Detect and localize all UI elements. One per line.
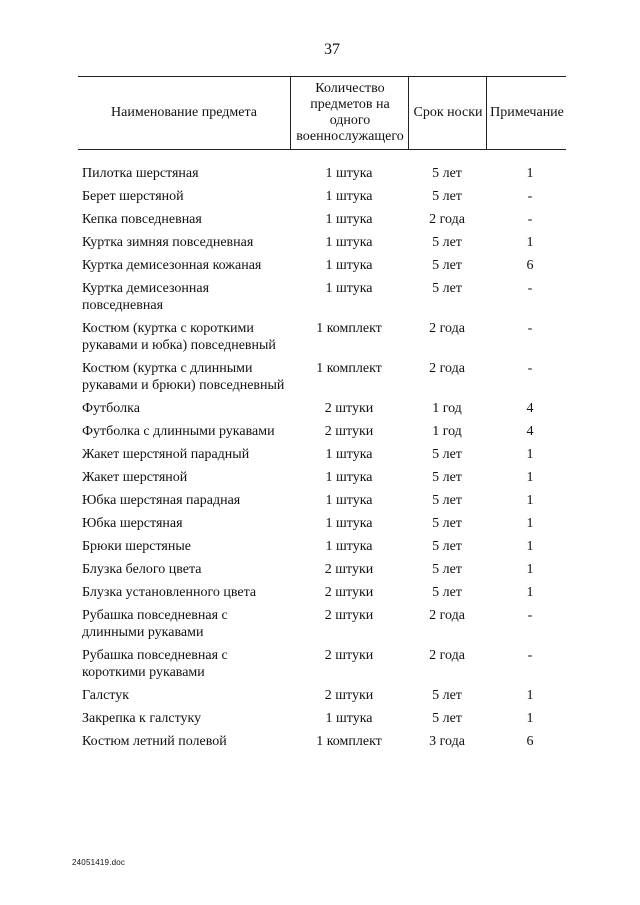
note-cell: 1 [526,493,534,508]
item-name-cell: Закрепка к галстуку [82,711,202,726]
quantity-cell: 1 штука [325,281,373,296]
quantity-cell: 1 комплект [316,734,382,749]
wear-term-cell: 5 лет [432,585,462,600]
quantity-cell: 1 штука [325,447,373,462]
quantity-cell: 1 штука [325,235,373,250]
quantity-cell: 1 комплект [316,321,382,336]
wear-term-cell: 1 год [432,424,462,439]
note-cell: 1 [526,516,534,531]
item-name-cell: Футболка с длинными рукавами [82,424,275,439]
table-row [78,710,566,727]
item-name-cell: Кепка повседневная [82,212,202,227]
wear-term-cell: 5 лет [432,539,462,554]
table-row [78,211,566,228]
table-row [78,257,566,274]
quantity-cell: 2 штуки [324,608,374,623]
note-cell: 1 [526,711,534,726]
note-cell: 6 [526,734,534,749]
note-cell: 1 [526,235,534,250]
page-number: 37 [324,41,340,58]
wear-term-cell: 5 лет [432,258,462,273]
note-cell: 1 [526,585,534,600]
table-row [78,469,566,486]
table-row [78,561,566,578]
header-note: Примечание [486,77,567,149]
item-name-cell: Берет шерстяной [82,189,184,204]
quantity-cell: 1 штука [325,539,373,554]
quantity-cell: 1 штука [325,212,373,227]
quantity-cell: 1 штука [325,470,373,485]
quantity-cell: 2 штуки [324,688,374,703]
wear-term-cell: 2 года [429,361,465,376]
quantity-cell: 2 штуки [324,562,374,577]
wear-term-cell: 5 лет [432,447,462,462]
table-row [78,446,566,463]
quantity-cell: 1 штука [325,493,373,508]
wear-term-cell: 5 лет [432,688,462,703]
table-body [78,165,566,756]
header-item-name: Наименование предмета [111,105,257,120]
quantity-cell: 2 штуки [324,424,374,439]
wear-term-cell: 5 лет [432,562,462,577]
wear-term-cell: 1 год [432,401,462,416]
table-row [78,647,566,681]
wear-term-cell: 5 лет [432,281,462,296]
header-quantity: Количество предметов на одного военнослужащего [290,77,409,149]
note-cell: 1 [526,470,534,485]
table-row [78,538,566,555]
table-header [78,76,566,150]
wear-term-cell: 5 лет [432,235,462,250]
table-row [78,165,566,182]
item-name-cell: Пилотка шерстяная [82,166,199,181]
wear-term-cell: 5 лет [432,470,462,485]
item-name-cell: Рубашка повседневная с длинными рукавами [82,608,228,640]
quantity-cell: 1 штука [325,189,373,204]
item-name-cell: Куртка демисезонная кожаная [82,258,262,273]
wear-term-cell: 5 лет [432,166,462,181]
item-name-cell: Брюки шерстяные [82,539,191,554]
header-wear-term: Срок носки [408,77,487,149]
quantity-cell: 2 штуки [324,401,374,416]
note-cell: - [527,648,533,663]
item-name-cell: Юбка шерстяная [82,516,183,531]
item-name-cell: Галстук [82,688,130,703]
wear-term-cell: 3 года [429,734,465,749]
file-name-footer: 24051419.doc [72,858,126,867]
item-name-cell: Жакет шерстяной [82,470,188,485]
quantity-cell: 1 штука [325,516,373,531]
note-cell: - [527,608,533,623]
quantity-cell: 1 штука [325,711,373,726]
item-name-cell: Костюм (куртка с короткими рукавами и юбка) повседневный [82,321,276,353]
note-cell: - [527,361,533,376]
quantity-cell: 2 штуки [324,648,374,663]
wear-term-cell: 5 лет [432,711,462,726]
quantity-cell: 1 комплект [316,361,382,376]
wear-term-cell: 5 лет [432,493,462,508]
item-name-cell: Куртка зимняя повседневная [82,235,254,250]
item-name-cell: Юбка шерстяная парадная [82,493,241,508]
table-row [78,280,566,314]
note-cell: 6 [526,258,534,273]
item-name-cell: Куртка демисезонная повседневная [82,281,210,313]
item-name-cell: Костюм (куртка с длинными рукавами и брюки) повседневный [82,361,285,393]
quantity-cell: 1 штука [325,166,373,181]
note-cell: 1 [526,539,534,554]
wear-term-cell: 5 лет [432,189,462,204]
note-cell: 1 [526,562,534,577]
table-row [78,188,566,205]
item-name-cell: Жакет шерстяной парадный [82,447,250,462]
item-name-cell: Рубашка повседневная с короткими рукавами [82,648,228,680]
item-name-cell: Костюм летний полевой [82,734,227,749]
quantity-cell: 1 штука [325,258,373,273]
table-row [78,423,566,440]
quantity-cell: 2 штуки [324,585,374,600]
note-cell: 1 [526,447,534,462]
table-row [78,607,566,641]
item-name-cell: Футболка [82,401,140,416]
note-cell: 1 [526,166,534,181]
note-cell: - [527,321,533,336]
note-cell: 4 [526,401,534,416]
wear-term-cell: 2 года [429,648,465,663]
items-table [78,76,566,749]
wear-term-cell: 2 года [429,608,465,623]
note-cell: 1 [526,688,534,703]
table-row [78,584,566,601]
table-row [78,360,566,394]
table-row [78,733,566,750]
item-name-cell: Блузка белого цвета [82,562,202,577]
note-cell: - [527,189,533,204]
note-cell: 4 [526,424,534,439]
table-row [78,400,566,417]
wear-term-cell: 2 года [429,321,465,336]
note-cell: - [527,281,533,296]
table-row [78,687,566,704]
note-cell: - [527,212,533,227]
item-name-cell: Блузка установленного цвета [82,585,257,600]
wear-term-cell: 5 лет [432,516,462,531]
wear-term-cell: 2 года [429,212,465,227]
table-row [78,515,566,532]
table-row [78,492,566,509]
table-row [78,320,566,354]
table-row [78,234,566,251]
